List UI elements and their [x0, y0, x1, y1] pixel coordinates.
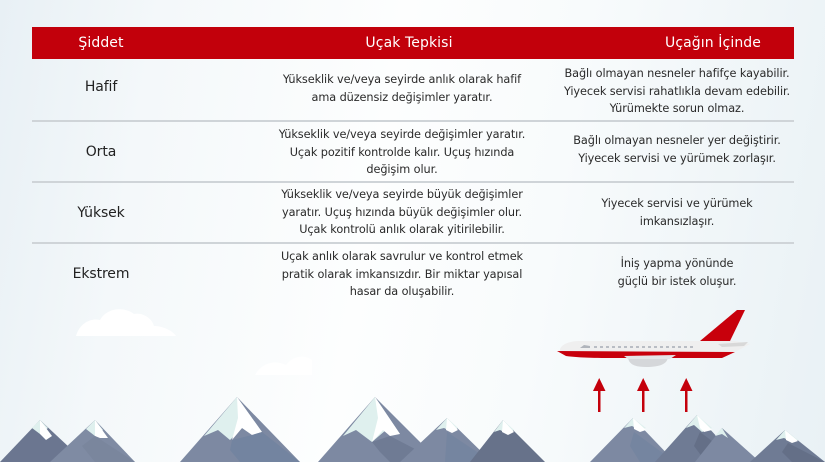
inside-aircraft-extreme: [546, 255, 808, 290]
text-line: imkansızlaşır.: [639, 214, 715, 228]
text-line: değişim olur.: [366, 163, 438, 176]
text-line: Yükseklik ve/veya seyirde büyük değişimler: [281, 188, 523, 201]
text-line: pratik olarak imkansızdır. Bir miktar yapısal: [281, 267, 523, 281]
text-line: Yükseklik ve/veya seyirde değişimler yaratır.: [278, 128, 526, 141]
text-line: Uçak anlık olarak savrulur ve kontrol etmek: [280, 250, 523, 263]
inside-aircraft-moderate: [546, 132, 808, 167]
row-divider: [32, 181, 794, 183]
row-divider: [32, 120, 794, 122]
text-line: Yiyecek servisi ve yürümek: [601, 197, 753, 210]
inside-aircraft-light: [546, 65, 808, 118]
text-line: yaratır. Uçuş hızında büyük değişimler olur.: [282, 205, 522, 219]
mountain-range: [0, 397, 825, 462]
airplane-icon: [557, 310, 750, 367]
up-arrow-icon: [593, 378, 606, 412]
table-header: [32, 27, 794, 59]
text-line: Yiyecek servisi rahatlıkla devam edebilir.: [563, 84, 791, 98]
up-arrow-icon: [680, 378, 693, 412]
text-line: İniş yapma yönünde: [620, 257, 734, 270]
text-line: Yürümekte sorun olmaz.: [609, 102, 745, 115]
severity-severe: Yüksek: [77, 205, 125, 221]
text-line: Yükseklik ve/veya seyirde anlık olarak hafif: [282, 73, 522, 86]
severity-light: Hafif: [84, 79, 118, 95]
text-line: Bağlı olmayan nesneler yer değiştirir.: [573, 134, 781, 147]
up-arrow-icon: [637, 378, 650, 412]
severity-moderate: Orta: [85, 144, 117, 160]
aircraft-reaction-severe: [232, 186, 572, 239]
severity-extreme: Ekstrem: [72, 266, 130, 282]
aircraft-reaction-extreme: [232, 248, 572, 301]
column-header-inside-aircraft: Uçağın İçinde: [664, 35, 761, 51]
text-line: Bağlı olmayan nesneler hafifçe kayabilir.: [564, 67, 790, 80]
cloud-icon: [76, 309, 176, 336]
column-header-severity: Şiddet: [78, 35, 124, 51]
text-line: Yiyecek servisi ve yürümek zorlaşır.: [578, 151, 776, 165]
row-divider: [32, 242, 794, 244]
text-line: Uçak pozitif kontrolde kalır. Uçuş hızında: [289, 145, 515, 159]
text-line: hasar da oluşabilir.: [349, 285, 455, 298]
inside-aircraft-severe: [546, 195, 808, 230]
column-header-aircraft-reaction: Uçak Tepkisi: [365, 35, 453, 51]
cloud-icon: [255, 357, 312, 375]
text-line: Uçak kontrolü anlık olarak yitirilebilir.: [299, 223, 505, 236]
aircraft-reaction-light: [232, 71, 572, 106]
turbulence-severity-table: [32, 27, 794, 298]
text-line: güçlü bir istek oluşur.: [617, 274, 737, 288]
aircraft-reaction-moderate: [232, 126, 572, 179]
text-line: ama düzensiz değişimler yaratır.: [311, 90, 493, 104]
